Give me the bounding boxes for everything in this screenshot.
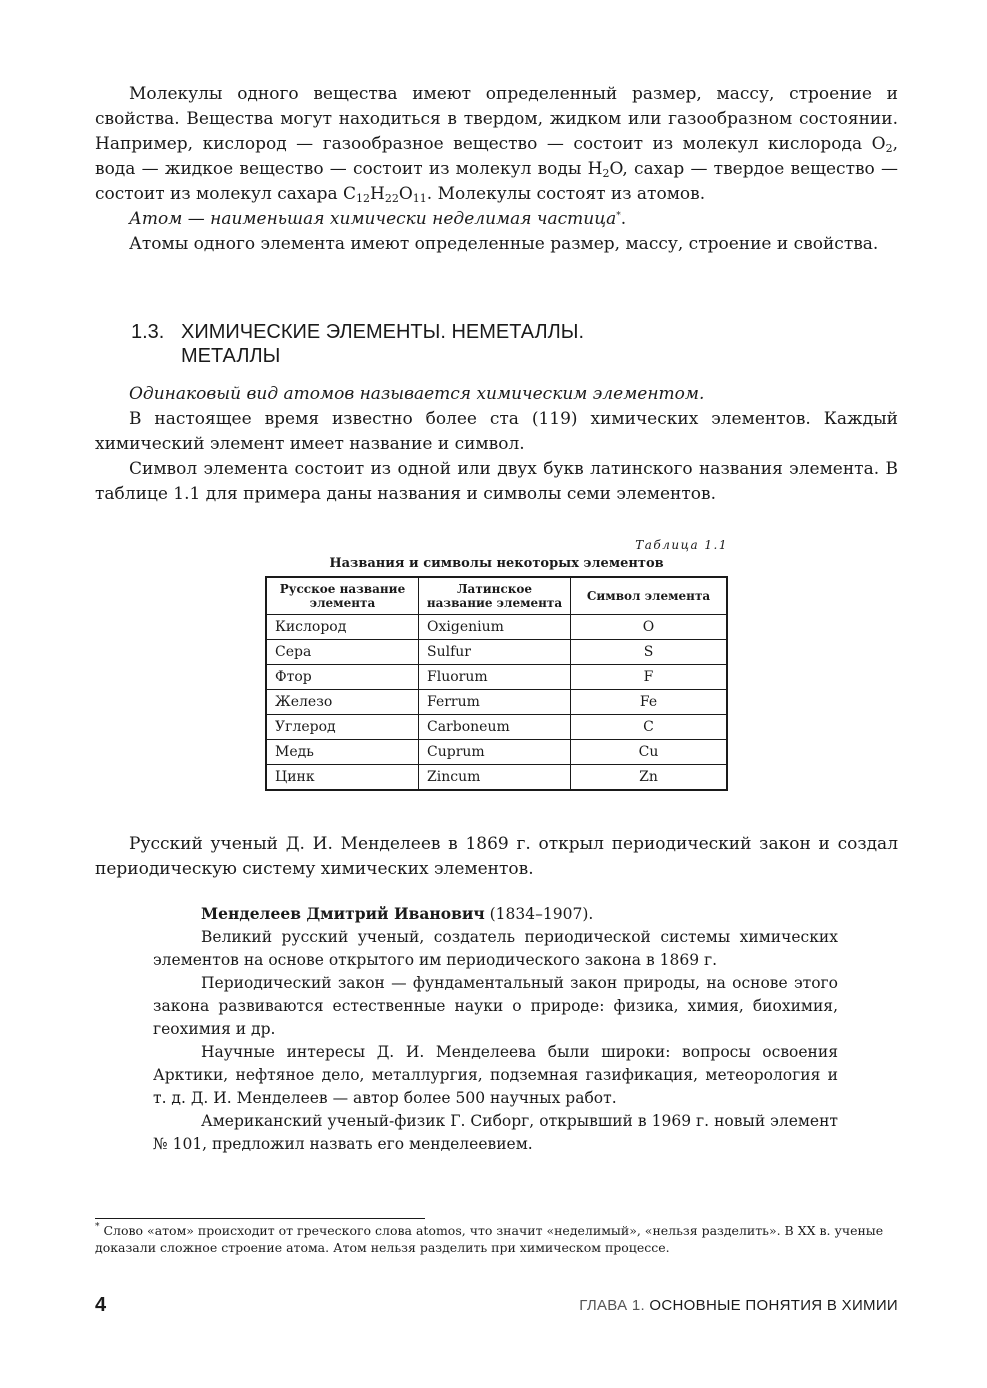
element-definition: Одинаковый вид атомов называется химическим элементом. [129, 384, 705, 404]
table-title: Названия и символы некоторых элементов [329, 556, 664, 571]
cell-symbol: S [571, 640, 728, 665]
cell-latin-name: Cuprum [419, 740, 571, 765]
intro-paragraph-atoms: Атомы одного элемента имеют определенные размер, массу, строение и свойства. [129, 234, 879, 254]
biography-paragraph: Американский ученый-физик Г. Сиборг, открывший в 1969 г. новый элемент № 101, предложил назвать его менделеевием. [153, 1112, 838, 1153]
page-number: 4 [95, 1294, 107, 1316]
cell-latin-name: Oxigenium [419, 615, 571, 640]
table-row [266, 615, 727, 640]
biography-heading [153, 902, 838, 926]
section-text [95, 382, 898, 507]
table-block [265, 538, 728, 791]
intro-text [95, 82, 898, 257]
cell-symbol: O [571, 615, 728, 640]
header-latin-name: Латинское название элемента [419, 577, 571, 615]
biography-years: (1834–1907). [484, 905, 594, 923]
footnote-divider [95, 1218, 425, 1219]
cell-symbol: Cu [571, 740, 728, 765]
table-row [266, 690, 727, 715]
atom-definition: Атом — наименьшая химически неделимая частица*. [129, 209, 627, 229]
cell-russian-name: Фтор [266, 665, 419, 690]
biography-paragraph: Великий русский ученый, создатель периодической системы химических элементов на основе открытого им периодического закона в 1869 г. [153, 928, 838, 969]
table-row [266, 715, 727, 740]
cell-latin-name: Zincum [419, 765, 571, 791]
biography-name: Менделеев Дмитрий Иванович [201, 904, 485, 923]
biography-box [153, 902, 838, 1156]
table-row [266, 640, 727, 665]
biography-paragraph: Научные интересы Д. И. Менделеева были широки: вопросы освоения Арктики, нефтяное дело, металлургия, подземная газификация, метеорология и т. д. Д. И. Менделеев — автор более 500 научных работ. [153, 1043, 838, 1107]
cell-russian-name: Медь [266, 740, 419, 765]
biography-paragraph: Периодический закон — фундаментальный закон природы, на основе этого закона развиваются естественные науки о природе: физика, химия, биохимия, геохимия и др. [153, 974, 838, 1038]
table-row [266, 665, 727, 690]
cell-latin-name: Fluorum [419, 665, 571, 690]
cell-russian-name: Железо [266, 690, 419, 715]
table-row [266, 740, 727, 765]
cell-latin-name: Carboneum [419, 715, 571, 740]
section-title-line1: ХИМИЧЕСКИЕ ЭЛЕМЕНТЫ. НЕМЕТАЛЛЫ. [181, 321, 585, 343]
mendeleev-paragraph: Русский ученый Д. И. Менделеев в 1869 г. открыл периодический закон и создал периодическую систему химических элементов. [95, 834, 898, 879]
section-heading [131, 320, 584, 368]
footnote-text: Слово «атом» происходит от греческого слова atomos, что значит «неделимый», «нельзя разделить». В XX в. ученые доказали сложное строение атома. Атом нельзя разделить при химическом процессе. [95, 1223, 884, 1255]
table-label: Таблица 1.1 [635, 538, 728, 552]
table-row [266, 765, 727, 791]
section-paragraph-symbol: Символ элемента состоит из одной или двух букв латинского названия элемента. В таблице 1.1 для примера даны названия и символы семи элементов. [95, 459, 898, 504]
header-russian-name: Русское название элемента [266, 577, 419, 615]
running-head [579, 1297, 898, 1314]
cell-russian-name: Углерод [266, 715, 419, 740]
footnote-mark: * [95, 1222, 100, 1232]
section-paragraph-count: В настоящее время известно более ста (119) химических элементов. Каждый химический элемент имеет название и символ. [95, 409, 898, 454]
cell-symbol: Fe [571, 690, 728, 715]
table-header-row [266, 577, 727, 615]
cell-symbol: Zn [571, 765, 728, 791]
intro-paragraph-molecules: Молекулы одного вещества имеют определенный размер, массу, строение и свойства. Вещества могут находиться в твердом, жидком или газообразном состоянии. Например, кислород — газообразное вещество — состоит из молекул кислорода $O_2$, вода — жидкое вещество — состоит из молекул воды $H_2O$, сахар — твердое вещество — состоит из молекул сахара $C_{12}H_{22}O_{11}$. Молекулы состоят из атомов. [95, 84, 898, 205]
cell-symbol: C [571, 715, 728, 740]
cell-russian-name: Цинк [266, 765, 419, 791]
cell-russian-name: Сера [266, 640, 419, 665]
chapter-number: ГЛАВА 1. [579, 1297, 645, 1314]
elements-table [265, 576, 728, 791]
cell-symbol: F [571, 665, 728, 690]
chapter-title: ОСНОВНЫЕ ПОНЯТИЯ В ХИМИИ [644, 1297, 898, 1314]
header-symbol: Символ элемента [571, 577, 728, 615]
section-title-line2: МЕТАЛЛЫ [181, 345, 281, 367]
cell-latin-name: Ferrum [419, 690, 571, 715]
footnote-reference: * [616, 211, 621, 221]
footnote [95, 1222, 898, 1256]
cell-latin-name: Sulfur [419, 640, 571, 665]
section-number: 1.3. [131, 321, 165, 343]
cell-russian-name: Кислород [266, 615, 419, 640]
